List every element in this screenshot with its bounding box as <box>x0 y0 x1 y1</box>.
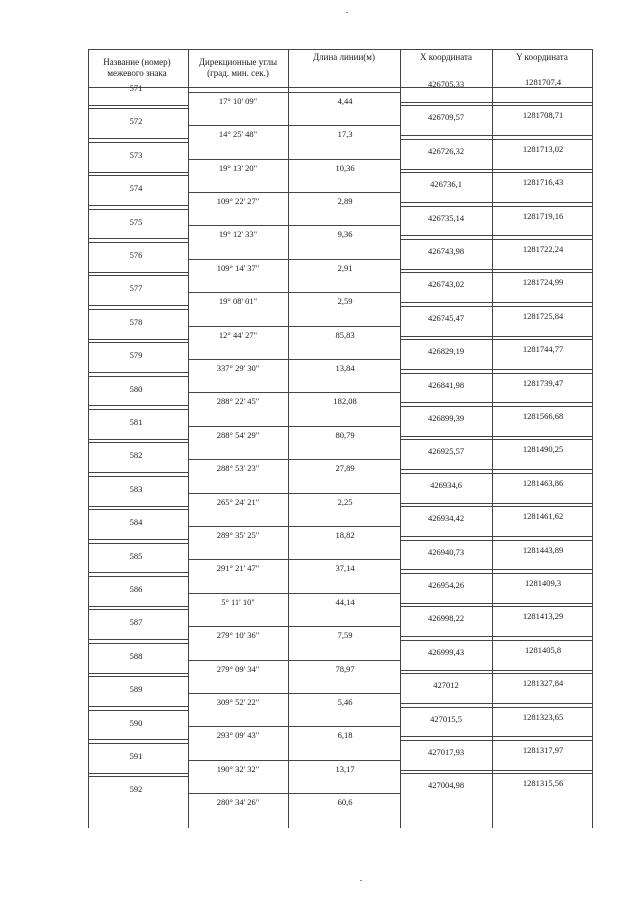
segment-angle: 291° 21' 47" <box>216 563 260 574</box>
segment-angle: 309° 52' 22" <box>216 696 260 707</box>
point-name: 583 <box>129 483 143 494</box>
point-x: 426954,26 <box>427 580 465 590</box>
row-separator <box>400 603 592 604</box>
row-separator <box>88 372 188 373</box>
point-x: 427004,98 <box>427 780 465 791</box>
segment-angle: 288° 54' 29" <box>216 429 260 440</box>
row-separator <box>400 636 592 637</box>
point-y: 1281707,4 <box>524 77 562 87</box>
row-separator <box>88 506 188 507</box>
row-separator <box>88 643 188 644</box>
row-separator <box>400 606 592 607</box>
row-separator <box>88 543 188 544</box>
segment-length: 2,59 <box>337 296 353 307</box>
row-separator <box>400 673 592 674</box>
point-x: 426999,43 <box>427 646 465 657</box>
row-separator <box>400 473 592 474</box>
segment-angle: 337° 29' 30" <box>216 362 260 373</box>
point-x: 426899,39 <box>427 413 465 423</box>
row-separator <box>88 639 188 640</box>
row-separator <box>400 105 592 106</box>
point-x: 426998,22 <box>427 613 465 624</box>
point-name: 582 <box>129 450 143 461</box>
point-y: 1281327,84 <box>522 678 564 689</box>
point-y: 1281713,02 <box>522 143 564 154</box>
point-name: 571 <box>129 83 143 93</box>
point-x: 426925,57 <box>427 446 465 457</box>
segment-length: 78,97 <box>335 663 355 674</box>
segment-angle: 14° 25' 48" <box>218 129 258 140</box>
row-separator <box>400 503 592 504</box>
point-y: 1281716,43 <box>522 177 564 188</box>
scan-speck <box>360 880 362 881</box>
point-name: 580 <box>129 383 143 394</box>
row-separator <box>188 726 400 727</box>
segment-length: 27,89 <box>335 463 355 474</box>
row-separator <box>400 436 592 437</box>
row-separator <box>88 743 188 744</box>
segment-length: 18,82 <box>335 529 355 540</box>
row-separator <box>400 169 592 170</box>
point-y: 1281409,3 <box>524 578 562 588</box>
segment-angle: 19° 08' 01" <box>218 296 258 307</box>
point-name: 587 <box>129 617 143 628</box>
row-separator <box>188 359 400 360</box>
row-separator <box>88 376 188 377</box>
row-separator <box>88 572 188 573</box>
row-separator <box>400 102 592 103</box>
column-border <box>188 49 189 828</box>
point-x: 426829,19 <box>427 346 465 357</box>
segment-angle: 5° 11' 10" <box>221 596 255 607</box>
row-separator <box>188 326 400 327</box>
row-separator <box>400 135 592 136</box>
point-y: 1281490,25 <box>522 444 564 455</box>
segment-angle: 288° 53' 23" <box>216 463 260 474</box>
row-separator <box>88 309 188 310</box>
point-name: 592 <box>129 784 143 795</box>
segment-angle: 279° 09' 34" <box>216 663 260 674</box>
row-separator <box>88 476 188 477</box>
row-separator <box>400 406 592 407</box>
point-y: 1281443,89 <box>522 544 564 555</box>
row-separator <box>188 392 400 393</box>
row-separator <box>400 536 592 537</box>
point-y: 1281413,29 <box>522 611 564 622</box>
point-x: 426743,98 <box>427 246 465 256</box>
segment-length: 80,79 <box>335 429 355 440</box>
point-name: 575 <box>129 216 143 227</box>
point-x: 426934,6 <box>430 479 462 490</box>
segment-angle: 109° 14' 37" <box>216 262 260 273</box>
point-y: 1281744,77 <box>522 344 564 355</box>
point-name: 578 <box>129 316 143 327</box>
point-name: 572 <box>129 116 143 127</box>
point-x: 427015,5 <box>430 713 462 724</box>
point-x: 426726,32 <box>427 145 465 156</box>
point-y: 1281708,71 <box>522 110 564 121</box>
row-separator <box>188 526 400 527</box>
row-separator <box>88 776 188 777</box>
row-separator <box>88 105 188 106</box>
row-separator <box>188 459 400 460</box>
row-separator <box>188 292 400 293</box>
segment-length: 13,84 <box>335 362 355 373</box>
segment-angle: 288° 22' 45" <box>216 396 260 407</box>
row-separator <box>88 305 188 306</box>
point-x: 427017,93 <box>427 747 465 757</box>
segment-length: 2,89 <box>337 195 353 206</box>
column-border <box>592 49 593 828</box>
point-x: 426736,1 <box>430 179 462 190</box>
point-y: 1281739,47 <box>522 377 564 388</box>
row-separator <box>88 472 188 473</box>
point-y: 1281315,56 <box>522 778 564 789</box>
row-separator <box>400 306 592 307</box>
point-y: 1281461,62 <box>522 511 564 522</box>
point-name: 574 <box>129 183 143 194</box>
row-separator <box>188 225 400 226</box>
row-separator <box>400 139 592 140</box>
row-separator <box>88 142 188 143</box>
row-separator <box>400 469 592 470</box>
segment-length: 2,91 <box>337 262 353 273</box>
row-separator <box>88 275 188 276</box>
point-y: 1281724,99 <box>522 277 564 288</box>
point-name: 586 <box>129 584 143 594</box>
point-y: 1281566,68 <box>522 411 564 421</box>
point-name: 590 <box>129 717 143 728</box>
row-separator <box>88 676 188 677</box>
segment-angle: 279° 10' 36" <box>216 630 260 641</box>
row-separator <box>400 239 592 240</box>
row-separator <box>88 272 188 273</box>
row-separator <box>188 259 400 260</box>
row-separator <box>400 272 592 273</box>
segment-length: 7,59 <box>337 630 353 641</box>
row-separator <box>88 442 188 443</box>
row-separator <box>400 703 592 704</box>
row-separator <box>88 175 188 176</box>
row-separator <box>400 540 592 541</box>
row-separator <box>400 206 592 207</box>
row-separator <box>400 736 592 737</box>
point-y: 1281463,86 <box>522 477 564 488</box>
row-separator <box>400 269 592 270</box>
column-border <box>288 49 289 828</box>
row-separator <box>400 569 592 570</box>
segment-angle: 190° 32' 32" <box>216 763 260 774</box>
segment-angle: 280° 34' 26" <box>216 797 260 808</box>
segment-length: 182,08 <box>333 396 357 407</box>
row-separator <box>400 302 592 303</box>
row-separator <box>400 339 592 340</box>
point-y: 1281722,24 <box>522 244 564 254</box>
row-separator <box>400 640 592 641</box>
row-separator <box>188 159 400 160</box>
row-separator <box>400 202 592 203</box>
point-x: 426841,98 <box>427 379 465 390</box>
point-x: 426709,57 <box>427 112 465 123</box>
row-separator <box>400 770 592 771</box>
point-x: 426735,14 <box>427 212 465 223</box>
row-separator <box>88 439 188 440</box>
row-separator <box>88 710 188 711</box>
header-name: Название (номер) межевого знака <box>103 57 171 78</box>
point-name: 585 <box>129 550 143 561</box>
row-separator <box>88 576 188 577</box>
point-x: 426934,42 <box>427 513 465 524</box>
header-y: Y координата <box>516 52 568 62</box>
row-separator <box>400 373 592 374</box>
row-separator <box>88 242 188 243</box>
point-x: 426743,02 <box>427 279 465 290</box>
point-name: 576 <box>129 250 143 260</box>
row-separator <box>88 673 188 674</box>
point-name: 584 <box>129 517 143 528</box>
row-separator <box>188 493 400 494</box>
row-separator <box>88 172 188 173</box>
row-separator <box>188 593 400 594</box>
row-separator <box>88 342 188 343</box>
row-separator <box>400 573 592 574</box>
segment-angle: 17° 10' 09" <box>218 95 258 106</box>
header-angle: Дирекционные углы (град. мин. сек.) <box>198 57 278 78</box>
segment-angle: 265° 24' 21" <box>216 496 260 507</box>
point-x: 426940,73 <box>427 546 465 557</box>
segment-length: 10,36 <box>335 162 355 173</box>
row-separator <box>88 405 188 406</box>
point-name: 588 <box>129 650 143 661</box>
segment-length: 4,44 <box>337 95 353 106</box>
header-x: X координата <box>419 52 473 62</box>
segment-angle: 19° 12' 33" <box>218 229 258 240</box>
row-separator <box>400 773 592 774</box>
segment-length: 37,14 <box>335 563 355 574</box>
point-name: 579 <box>129 350 143 361</box>
row-separator <box>88 706 188 707</box>
row-separator <box>188 660 400 661</box>
point-y: 1281405,8 <box>524 644 562 655</box>
point-name: 573 <box>129 149 143 160</box>
segment-length: 9,36 <box>337 229 353 240</box>
segment-length: 85,83 <box>335 329 355 340</box>
row-separator <box>88 209 188 210</box>
row-separator <box>400 740 592 741</box>
segment-length: 2,25 <box>337 496 353 507</box>
point-name: 577 <box>129 283 143 294</box>
row-separator <box>188 760 400 761</box>
row-separator <box>188 125 400 126</box>
point-y: 1281725,84 <box>522 310 564 321</box>
row-separator <box>400 402 592 403</box>
segment-length: 6,18 <box>337 730 353 741</box>
segment-length: 17,3 <box>337 129 353 140</box>
row-separator <box>188 626 400 627</box>
row-separator <box>400 235 592 236</box>
row-separator <box>88 773 188 774</box>
row-separator <box>88 509 188 510</box>
row-separator <box>400 707 592 708</box>
row-separator <box>188 559 400 560</box>
segment-angle: 289° 35' 25" <box>216 529 260 540</box>
row-separator <box>400 172 592 173</box>
row-separator <box>88 409 188 410</box>
row-separator <box>188 693 400 694</box>
segment-angle: 109° 22' 27" <box>216 195 260 206</box>
row-separator <box>400 670 592 671</box>
point-x: 426745,47 <box>427 312 465 323</box>
row-separator <box>400 336 592 337</box>
segment-length: 13,17 <box>335 763 355 774</box>
point-x: 426705,33 <box>427 79 465 89</box>
segment-angle: 293° 09' 43" <box>216 730 260 741</box>
point-name: 589 <box>129 684 143 695</box>
row-separator <box>88 238 188 239</box>
segment-angle: 19° 13' 20" <box>218 162 258 173</box>
row-separator <box>88 108 188 109</box>
scan-speck <box>346 12 348 13</box>
row-separator <box>400 506 592 507</box>
point-name: 581 <box>129 417 143 427</box>
point-x: 427012 <box>433 680 459 691</box>
row-separator <box>88 339 188 340</box>
row-separator <box>188 426 400 427</box>
segment-length: 5,46 <box>337 696 353 707</box>
point-name: 591 <box>129 751 143 761</box>
row-separator <box>400 439 592 440</box>
header-length: Длина линии(м) <box>313 52 375 62</box>
row-separator <box>88 205 188 206</box>
row-separator <box>88 539 188 540</box>
segment-length: 44,14 <box>335 596 355 607</box>
point-y: 1281323,65 <box>522 711 564 722</box>
segment-length: 60,6 <box>337 797 353 808</box>
row-separator <box>88 138 188 139</box>
table-top-border <box>88 49 592 50</box>
row-separator <box>88 606 188 607</box>
row-separator <box>188 793 400 794</box>
row-separator <box>88 739 188 740</box>
row-separator <box>88 609 188 610</box>
segment-angle: 12° 44' 27" <box>218 329 258 340</box>
row-separator <box>188 92 400 93</box>
row-separator <box>188 192 400 193</box>
row-separator <box>400 369 592 370</box>
point-y: 1281317,97 <box>522 745 564 755</box>
point-y: 1281719,16 <box>522 210 564 221</box>
